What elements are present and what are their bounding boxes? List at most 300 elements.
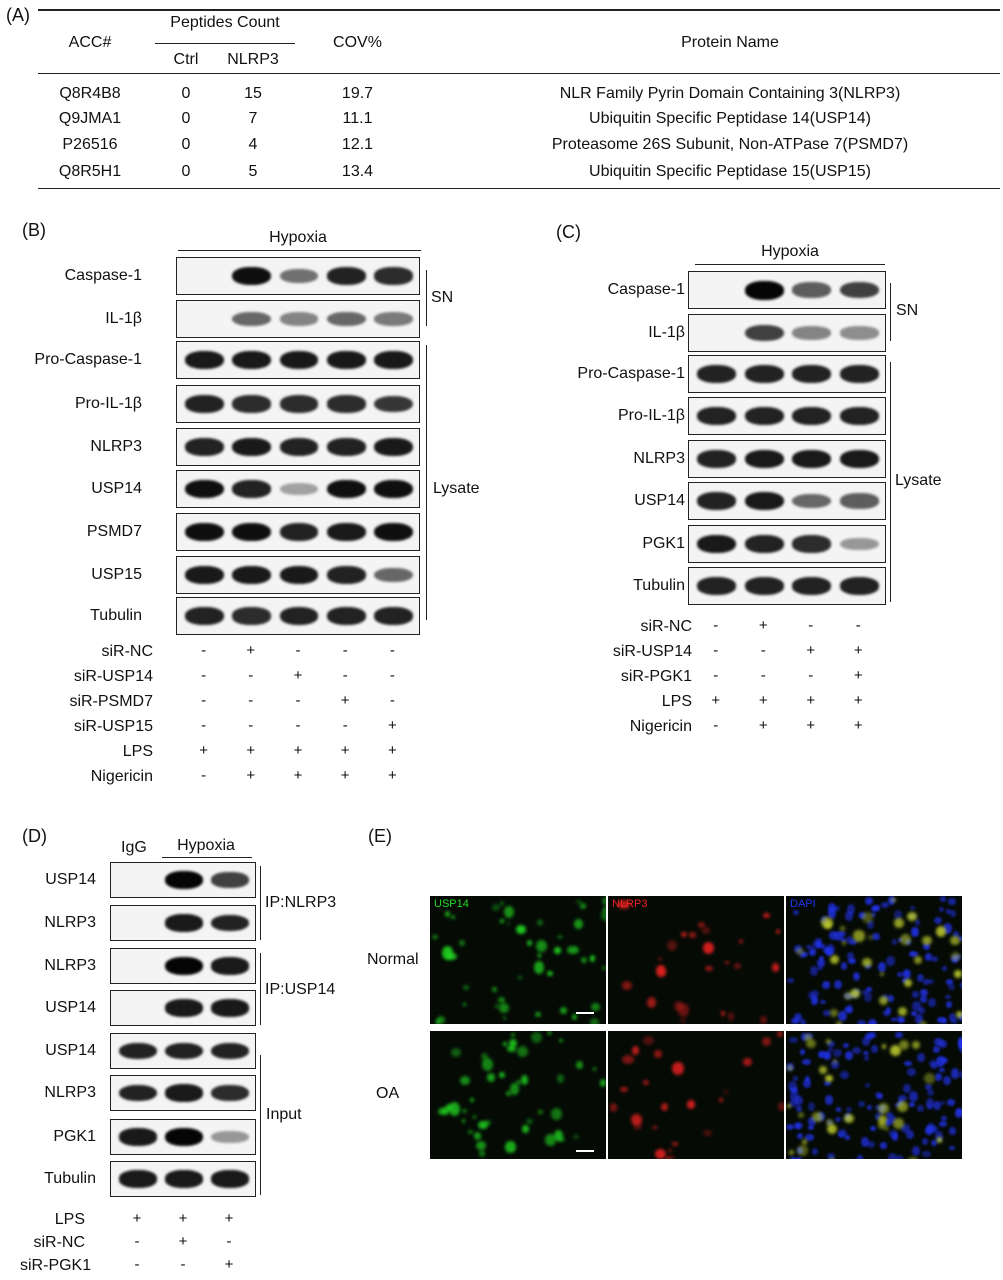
cell-signal [492, 904, 500, 912]
blot-strip [688, 567, 886, 605]
cell-signal [787, 978, 793, 983]
treatment-sign: + [853, 642, 863, 659]
blot-strip [688, 397, 886, 435]
cell-signal [933, 1046, 940, 1053]
cell-signal [875, 1092, 881, 1098]
merge-signal [882, 1044, 886, 1048]
cell-signal [474, 1132, 481, 1139]
cell-signal [865, 1033, 873, 1040]
table-cell-ctrl: 0 [181, 163, 191, 180]
cell-signal [931, 1140, 937, 1146]
blot-label: NLRP3 [633, 450, 685, 467]
treatment-label: siR-PGK1 [20, 1257, 92, 1274]
cell-signal [522, 1125, 529, 1133]
cell-signal [703, 942, 714, 954]
blot-label: USP14 [634, 492, 685, 509]
cell-signal [554, 947, 560, 954]
blot-band [232, 566, 271, 584]
cell-signal [492, 987, 497, 992]
panel-d-ip2-bracket [260, 953, 261, 1025]
cell-signal [777, 1031, 783, 1037]
panel-c-condition: Hypoxia [761, 243, 819, 260]
cell-signal [949, 1146, 954, 1150]
cell-signal [703, 1130, 712, 1137]
treatment-sign: - [342, 667, 348, 684]
blot-band [119, 1085, 157, 1102]
treatment-sign: - [760, 642, 766, 659]
blot-label: NLRP3 [90, 438, 142, 455]
cell-signal [772, 963, 779, 971]
cell-signal [658, 957, 662, 962]
cell-signal [655, 1149, 666, 1159]
panel-c-condition-line [695, 264, 885, 265]
blot-band [165, 1128, 203, 1146]
header-nlrp3: NLRP3 [227, 51, 279, 68]
cell-signal [865, 1083, 870, 1088]
table-cell-acc: Q9JMA1 [58, 110, 122, 127]
blot-band [165, 914, 203, 931]
merge-signal [853, 930, 864, 941]
blot-band [840, 493, 879, 508]
cell-signal [960, 982, 962, 990]
cell-signal [719, 1098, 723, 1102]
cell-signal [912, 1146, 920, 1156]
treatment-sign: - [201, 717, 207, 734]
blot-strip [176, 300, 420, 338]
cell-signal [910, 906, 915, 910]
treatment-sign: - [713, 642, 719, 659]
cell-signal [667, 940, 677, 952]
cell-signal [939, 1068, 945, 1073]
table-bottom-rule [38, 188, 1000, 189]
merge-signal [798, 1112, 804, 1118]
table-cell-protein: Proteasome 26S Subunit, Non-ATPase 7(PSMD7) [551, 136, 909, 153]
table-top-rule [38, 9, 1000, 11]
cell-signal [825, 1095, 834, 1104]
treatment-sign: + [246, 742, 256, 759]
merge-signal [900, 934, 911, 945]
cell-signal [581, 957, 587, 962]
treatment-sign: - [180, 1256, 186, 1273]
merge-signal [840, 926, 844, 930]
blot-band [792, 326, 831, 340]
blot-band [840, 365, 879, 383]
cell-signal [479, 1150, 485, 1156]
blot-band [165, 999, 203, 1016]
cell-signal [796, 1157, 801, 1159]
cell-signal [867, 1105, 872, 1110]
treatment-sign: - [342, 642, 348, 659]
merge-signal [830, 1158, 834, 1159]
merge-signal [862, 958, 871, 967]
treatment-sign: - [808, 667, 814, 684]
cell-signal [811, 990, 819, 998]
merge-signal [936, 926, 947, 937]
blot-band [745, 492, 784, 510]
cell-signal [763, 913, 769, 919]
cell-signal [834, 980, 842, 989]
blot-band [232, 607, 271, 624]
cell-signal [449, 1102, 460, 1116]
merge-signal [880, 972, 885, 977]
blot-band [327, 523, 366, 541]
blot-label: USP14 [91, 480, 142, 497]
merge-signal [922, 936, 931, 945]
merge-signal [907, 912, 916, 921]
blot-band [745, 365, 784, 383]
blot-label: PGK1 [53, 1128, 96, 1145]
cell-signal [778, 1102, 784, 1111]
cell-signal [601, 909, 606, 921]
cell-signal [506, 1091, 510, 1095]
panel-d-ip1-label: IP:NLRP3 [265, 894, 337, 911]
cell-signal [838, 1132, 845, 1137]
blot-strip [176, 428, 420, 466]
header-cov: COV% [333, 34, 382, 51]
treatment-sign: + [806, 642, 816, 659]
cell-signal [858, 1101, 864, 1107]
blot-label: Pro-Caspase-1 [577, 365, 685, 382]
table-cell-nlrp3: 15 [244, 85, 262, 102]
blot-band [745, 407, 784, 425]
cell-signal [632, 1046, 639, 1055]
cell-signal [789, 1037, 798, 1043]
cell-signal [880, 1142, 888, 1149]
cell-signal [580, 903, 587, 909]
cell-signal [833, 1049, 842, 1058]
cell-signal [909, 1091, 918, 1102]
cell-signal [883, 1010, 891, 1016]
cell-signal [895, 1032, 903, 1038]
treatment-sign: + [806, 717, 816, 734]
cell-signal [847, 904, 856, 915]
cell-signal [557, 935, 563, 940]
micrograph-panel [430, 1031, 606, 1159]
cell-signal [841, 962, 848, 970]
cell-signal [949, 1127, 956, 1135]
panel-c-sn-bracket [890, 283, 891, 341]
blot-band [792, 282, 831, 297]
cell-signal [845, 1135, 850, 1139]
blot-band [327, 267, 366, 285]
blot-label: USP14 [45, 1042, 96, 1059]
cell-signal [470, 1098, 474, 1102]
merge-signal [812, 1112, 822, 1122]
cell-signal [870, 1126, 876, 1131]
micrograph-panel [608, 896, 784, 1024]
blot-band [840, 538, 879, 551]
blot-band [232, 480, 271, 498]
cell-signal [819, 956, 824, 961]
cell-signal [725, 961, 729, 964]
treatment-sign: + [178, 1210, 188, 1227]
cell-signal [815, 938, 822, 946]
merge-signal [890, 1045, 901, 1056]
cell-signal [518, 976, 522, 980]
blot-band [165, 1043, 203, 1060]
treatment-sign: - [134, 1233, 140, 1250]
blot-label: Caspase-1 [607, 281, 685, 298]
cell-signal [734, 963, 741, 969]
cell-signal [538, 953, 542, 957]
blot-band [840, 450, 879, 468]
cell-signal [911, 927, 919, 937]
merge-signal [924, 1073, 935, 1084]
cell-signal [451, 1048, 461, 1057]
cell-signal [936, 1056, 945, 1066]
cell-signal [925, 953, 932, 962]
cell-signal [917, 1105, 924, 1112]
merge-signal [819, 1066, 827, 1074]
merge-signal [912, 1041, 920, 1049]
blot-band [185, 480, 224, 499]
merge-signal [919, 1021, 927, 1024]
cell-signal [826, 944, 835, 955]
cell-signal [897, 972, 903, 977]
merge-signal [836, 1021, 842, 1024]
cell-signal [822, 982, 830, 989]
blot-band [185, 566, 224, 584]
blot-label: PGK1 [642, 535, 685, 552]
cell-signal [949, 1013, 956, 1022]
blot-band [211, 872, 249, 888]
blot-band [185, 438, 224, 456]
cell-signal [505, 1141, 516, 1152]
cell-signal [903, 1084, 911, 1093]
cell-signal [687, 1100, 695, 1108]
cell-signal [678, 1003, 689, 1017]
cell-signal [888, 1153, 897, 1159]
cell-signal [864, 992, 872, 1001]
cell-signal [681, 932, 687, 937]
cell-signal [499, 1003, 509, 1014]
blot-band [792, 577, 831, 595]
cell-signal [959, 1071, 962, 1079]
merge-signal [787, 1104, 791, 1108]
blot-band [165, 871, 203, 889]
cell-signal [468, 1130, 472, 1135]
merge-signal [862, 912, 873, 923]
cell-signal [948, 984, 955, 990]
cell-signal [955, 1109, 962, 1118]
blot-band [327, 351, 366, 369]
cell-signal [739, 940, 743, 944]
cell-signal [590, 955, 595, 962]
scale-bar [576, 1150, 594, 1152]
blot-band [232, 267, 271, 286]
treatment-sign: + [199, 742, 208, 759]
cell-signal [907, 1068, 915, 1076]
blot-band [697, 535, 736, 553]
cell-signal [445, 911, 450, 918]
blot-band [374, 312, 413, 326]
treatment-sign: + [758, 617, 768, 634]
merge-signal [789, 1150, 795, 1156]
cell-signal [790, 1157, 796, 1159]
blot-band [211, 915, 249, 932]
cell-signal [950, 910, 956, 917]
cell-signal [560, 1007, 567, 1014]
table-cell-nlrp3: 5 [248, 163, 258, 180]
merge-signal [954, 970, 962, 978]
table-cell-protein: Ubiquitin Specific Peptidase 14(USP14) [589, 110, 871, 127]
cell-signal [940, 896, 945, 902]
cell-signal [817, 966, 823, 970]
header-peptides-count: Peptides Count [170, 14, 280, 31]
blot-strip [688, 482, 886, 520]
cell-signal [572, 1014, 577, 1020]
blot-band [280, 523, 319, 541]
blot-label: Caspase-1 [64, 267, 142, 284]
cell-signal [846, 1005, 853, 1013]
cell-signal [666, 1157, 670, 1159]
blot-band [374, 396, 413, 413]
cell-signal [503, 1042, 507, 1047]
cell-signal [927, 1123, 935, 1132]
treatment-sign: + [388, 767, 397, 784]
blot-band [327, 607, 366, 625]
blot-label: USP15 [91, 566, 142, 583]
cell-signal [886, 956, 895, 966]
panel-b-sn-bracket [426, 270, 427, 326]
blot-strip [110, 862, 256, 898]
cell-signal [705, 966, 713, 972]
treatment-sign: - [201, 667, 207, 684]
row-label-normal: Normal [367, 951, 419, 968]
blot-band [119, 1170, 157, 1187]
panel-d-igg: IgG [121, 839, 147, 856]
cell-signal [840, 1071, 849, 1079]
blot-band [327, 395, 366, 412]
cell-signal [442, 1107, 449, 1115]
merge-signal [904, 979, 912, 987]
merge-signal [806, 1039, 815, 1048]
panel-b-lysate-bracket [426, 345, 427, 620]
treatment-label: Nigericin [629, 718, 692, 735]
cell-signal [610, 1103, 617, 1112]
blot-band [697, 492, 736, 510]
treatment-label: siR-USP15 [73, 718, 153, 735]
panel-d-input-label: Input [266, 1106, 302, 1123]
cell-signal [946, 1001, 952, 1007]
cell-signal [878, 962, 886, 972]
cell-signal [633, 1120, 641, 1130]
cell-signal [789, 1125, 794, 1130]
blot-band [840, 282, 879, 298]
cell-signal [743, 1058, 751, 1066]
cell-signal [920, 995, 927, 1003]
cell-signal [762, 1037, 771, 1046]
blot-band [165, 1170, 203, 1187]
cell-signal [463, 985, 470, 990]
treatment-sign: - [201, 767, 207, 784]
treatment-sign: + [758, 692, 768, 709]
cell-signal [591, 1003, 600, 1011]
cell-signal [934, 1038, 942, 1046]
cell-signal [653, 1126, 657, 1129]
row-label-oa: OA [376, 1085, 400, 1102]
micrograph-panel [608, 1031, 784, 1159]
cell-signal [689, 932, 695, 938]
blot-strip [110, 1161, 256, 1197]
cell-signal [661, 1103, 668, 1111]
cell-signal [917, 1053, 924, 1062]
cell-signal [918, 1007, 925, 1015]
blot-strip [110, 1119, 256, 1155]
panel-d-condition: Hypoxia [177, 837, 235, 854]
blot-band [374, 568, 413, 583]
cell-signal [892, 939, 897, 945]
table-cell-protein: Ubiquitin Specific Peptidase 15(USP15) [589, 163, 871, 180]
merge-signal [844, 1114, 853, 1123]
merge-signal [898, 1007, 907, 1016]
cell-signal [912, 991, 919, 998]
cell-signal [861, 1137, 869, 1147]
blot-label: Pro-IL-1β [618, 407, 685, 424]
panel-b-sn-label: SN [431, 289, 454, 306]
blot-band [792, 450, 831, 468]
panel-d-ip2-label: IP:USP14 [265, 981, 336, 998]
blot-label: USP14 [45, 871, 96, 888]
cell-signal [853, 972, 860, 981]
cell-signal [600, 1079, 606, 1087]
treatment-sign: - [808, 617, 814, 634]
cell-signal [495, 1004, 499, 1008]
merge-signal [797, 1145, 808, 1156]
cell-signal [865, 897, 874, 906]
merge-signal [950, 936, 960, 946]
cell-signal [868, 1019, 876, 1024]
blot-label: Tubulin [44, 1170, 96, 1187]
blot-label: NLRP3 [44, 914, 96, 931]
blot-band [327, 312, 366, 327]
cell-signal [871, 1045, 878, 1053]
cell-signal [656, 965, 666, 977]
cell-signal [643, 1036, 654, 1046]
blot-band [232, 523, 271, 542]
cell-signal [436, 1020, 440, 1024]
treatment-sign: - [226, 1233, 232, 1250]
blot-band [374, 480, 413, 499]
blot-band [119, 1128, 157, 1145]
merge-signal [826, 1039, 831, 1044]
treatment-label: siR-NC [640, 618, 692, 635]
blot-strip [688, 271, 886, 309]
treatment-label: siR-USP14 [612, 643, 692, 660]
blot-label: Pro-Caspase-1 [34, 351, 142, 368]
blot-strip [688, 314, 886, 352]
panel-d-ip1-bracket [260, 866, 261, 940]
panel-c-label: (C) [556, 222, 581, 242]
cell-signal [939, 907, 945, 912]
blot-band [327, 480, 366, 499]
cell-signal [728, 1012, 735, 1021]
treatment-sign: + [246, 642, 256, 659]
blot-band [165, 1084, 203, 1101]
blot-band [745, 535, 784, 553]
treatment-sign: + [853, 717, 863, 734]
blot-strip [688, 355, 886, 393]
treatment-sign: - [295, 692, 301, 709]
cell-signal [554, 1130, 563, 1141]
merge-signal [787, 1065, 793, 1071]
treatment-label: LPS [661, 693, 692, 710]
cell-signal [647, 997, 656, 1008]
table-cell-ctrl: 0 [181, 110, 191, 127]
cell-signal [846, 1107, 852, 1112]
table-cell-acc: Q8R4B8 [59, 85, 121, 102]
blot-band [374, 607, 413, 625]
